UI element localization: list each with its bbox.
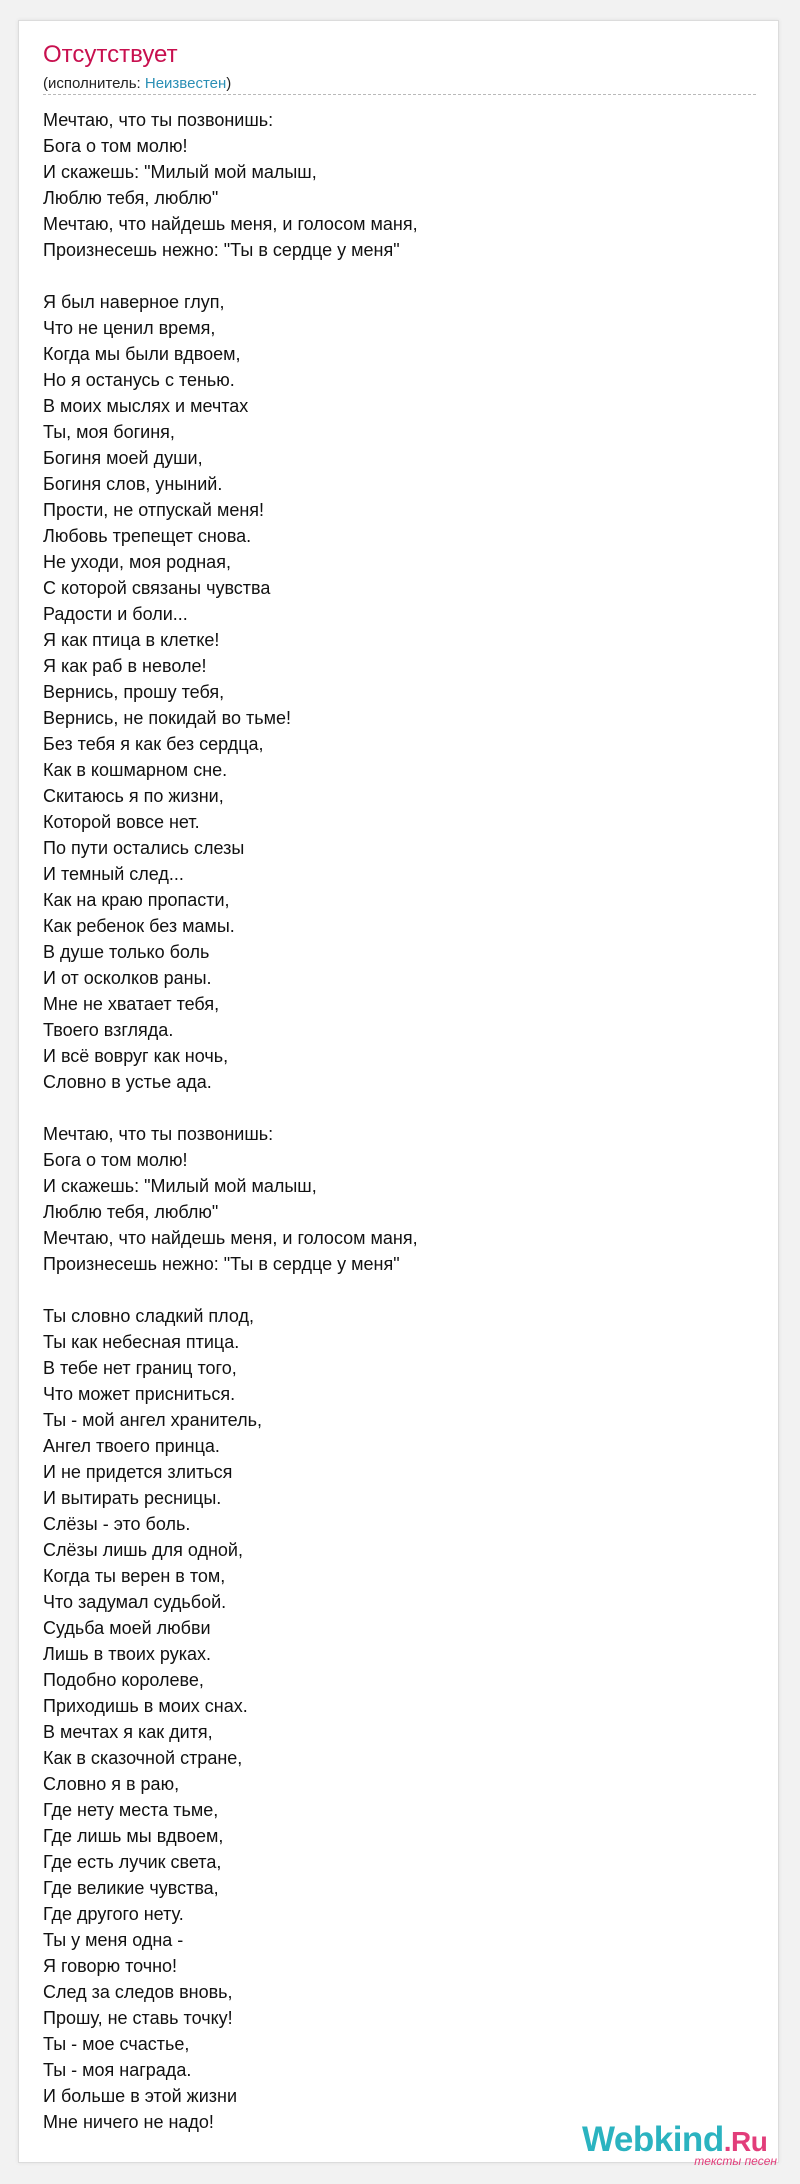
lyric-line: И больше в этой жизни (43, 2086, 238, 2106)
lyrics-stanza (43, 1303, 743, 2135)
lyric-line: Что не ценил время, (43, 318, 216, 338)
header-divider (43, 94, 756, 95)
lyric-line: Словно я в раю, (43, 1774, 180, 1794)
lyric-line: Ты - моя награда. (43, 2060, 192, 2080)
artist-prefix: (исполнитель: (43, 75, 145, 92)
webkind-logo[interactable] (582, 2122, 777, 2168)
lyric-line: Бога о том молю! (43, 1150, 188, 1170)
lyrics-body (43, 107, 743, 2161)
lyric-line: Богиня моей души, (43, 448, 203, 468)
lyrics-stanza (43, 1121, 743, 1277)
lyric-line: Лишь в твоих руках. (43, 1644, 212, 1664)
lyric-line: С которой связаны чувства (43, 578, 271, 598)
lyric-line: Без тебя я как без сердца, (43, 734, 264, 754)
lyric-line: Богиня слов, уныний. (43, 474, 223, 494)
lyric-line: В душе только боль (43, 942, 210, 962)
lyric-line: Ты, моя богиня, (43, 422, 175, 442)
lyric-line: Ты как небесная птица. (43, 1332, 240, 1352)
lyric-line: Любовь трепещет снова. (43, 526, 252, 546)
lyric-line: Произнесешь нежно: "Ты в сердце у меня" (43, 240, 400, 260)
lyric-line: Приходишь в моих снах. (43, 1696, 248, 1716)
lyric-line: По пути остались слезы (43, 838, 245, 858)
logo-name: Webkind (582, 2120, 724, 2159)
lyric-line: Прошу, не ставь точку! (43, 2008, 233, 2028)
lyric-line: Слёзы лишь для одной, (43, 1540, 243, 1560)
lyric-line: Где есть лучик света, (43, 1852, 222, 1872)
lyric-line: Я как птица в клетке! (43, 630, 220, 650)
lyric-line: Бога о том молю! (43, 136, 188, 156)
lyric-line: Ангел твоего принца. (43, 1436, 220, 1456)
lyric-line: Произнесешь нежно: "Ты в сердце у меня" (43, 1254, 400, 1274)
lyric-line: Радости и боли... (43, 604, 188, 624)
lyric-line: Люблю тебя, люблю" (43, 1202, 219, 1222)
lyric-line: Скитаюсь я по жизни, (43, 786, 224, 806)
lyric-line: И скажешь: "Милый мой малыш, (43, 162, 317, 182)
lyric-line: Ты - мой ангел хранитель, (43, 1410, 262, 1430)
lyric-line: И темный след... (43, 864, 184, 884)
lyric-line: Где великие чувства, (43, 1878, 219, 1898)
lyrics-card (18, 20, 779, 2168)
lyric-line: Прости, не отпускай меня! (43, 500, 265, 520)
lyric-line: И скажешь: "Милый мой малыш, (43, 1176, 317, 1196)
lyric-line: Мне ничего не надо! (43, 2112, 214, 2132)
lyric-line: Как ребенок без мамы. (43, 916, 235, 936)
lyric-line: Где нету места тьме, (43, 1800, 219, 1820)
lyric-line: Я как раб в неволе! (43, 656, 207, 676)
lyric-line: Что задумал судьбой. (43, 1592, 227, 1612)
lyric-line: Твоего взгляда. (43, 1020, 174, 1040)
lyric-line: Слёзы - это боль. (43, 1514, 191, 1534)
lyric-line: Не уходи, моя родная, (43, 552, 231, 572)
lyric-line: Где другого нету. (43, 1904, 184, 1924)
lyric-line: В тебе нет границ того, (43, 1358, 237, 1378)
lyric-line: Что может присниться. (43, 1384, 236, 1404)
lyric-line: Мечтаю, что найдешь меня, и голосом маня, (43, 1228, 418, 1248)
logo-tld: .Ru (723, 2126, 768, 2157)
lyrics-stanza (43, 107, 743, 263)
lyric-line: Подобно королеве, (43, 1670, 204, 1690)
artist-line (43, 75, 231, 93)
lyric-line: Как в сказочной стране, (43, 1748, 243, 1768)
lyric-line: Как на краю пропасти, (43, 890, 230, 910)
lyric-line: Словно в устье ада. (43, 1072, 212, 1092)
lyric-line: Где лишь мы вдвоем, (43, 1826, 224, 1846)
lyric-line: Мечтаю, что найдешь меня, и голосом маня, (43, 214, 418, 234)
lyric-line: В моих мыслях и мечтах (43, 396, 249, 416)
lyric-line: Ты словно сладкий плод, (43, 1306, 254, 1326)
lyric-line: И не придется злиться (43, 1462, 233, 1482)
lyric-line: Мечтаю, что ты позвонишь: (43, 110, 274, 130)
lyric-line: В мечтах я как дитя, (43, 1722, 213, 1742)
lyrics-stanza (43, 289, 743, 1095)
lyric-line: Когда ты верен в том, (43, 1566, 226, 1586)
artist-suffix: ) (226, 75, 232, 92)
lyric-line: Ты - мое счастье, (43, 2034, 190, 2054)
artist-link[interactable]: Неизвестен (144, 75, 227, 92)
lyric-line: Судьба моей любви (43, 1618, 211, 1638)
lyric-line: И всё вовруг как ночь, (43, 1046, 229, 1066)
lyric-line: Мечтаю, что ты позвонишь: (43, 1124, 274, 1144)
lyric-line: Когда мы были вдвоем, (43, 344, 241, 364)
lyric-line: Которой вовсе нет. (43, 812, 200, 832)
logo-tagline: тексты песен (694, 2154, 777, 2168)
lyric-line: Вернись, прошу тебя, (43, 682, 225, 702)
lyric-line: Люблю тебя, люблю" (43, 188, 219, 208)
lyric-line: Ты у меня одна - (43, 1930, 184, 1950)
lyric-line: И вытирать ресницы. (43, 1488, 222, 1508)
lyric-line: След за следов вновь, (43, 1982, 233, 2002)
lyric-line: Я говорю точно! (43, 1956, 178, 1976)
lyric-line: Мне не хватает тебя, (43, 994, 220, 1014)
lyric-line: Но я останусь с тенью. (43, 370, 235, 390)
lyric-line: Вернись, не покидай во тьме! (43, 708, 291, 728)
lyric-line: Я был наверное глуп, (43, 292, 225, 312)
lyric-line: И от осколков раны. (43, 968, 212, 988)
song-title: Отсутствует (43, 41, 178, 68)
lyric-line: Как в кошмарном сне. (43, 760, 228, 780)
